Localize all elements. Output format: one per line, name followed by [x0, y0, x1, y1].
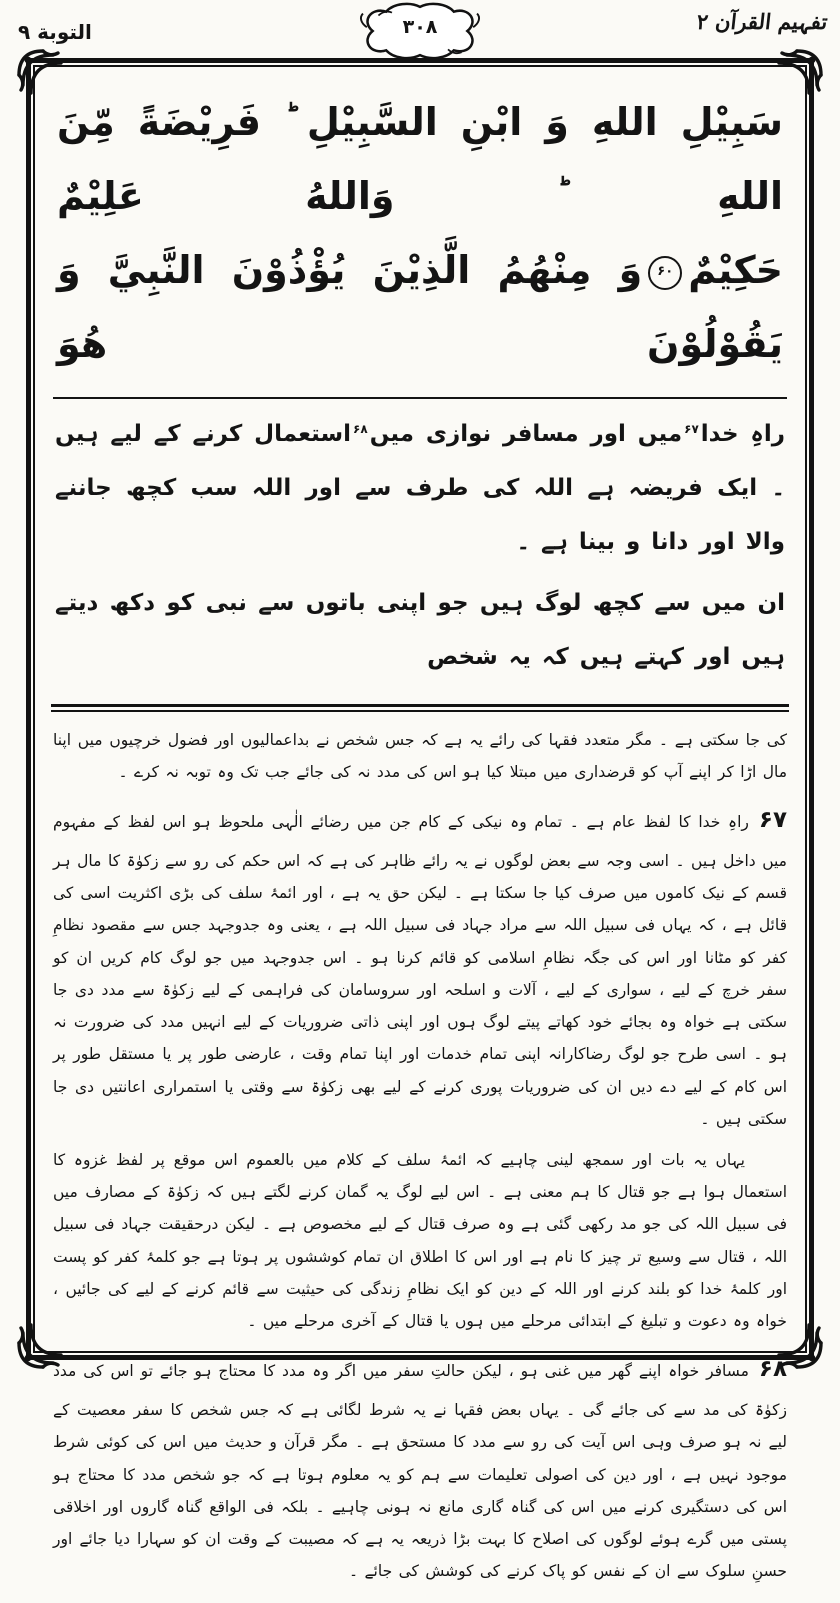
footnote-ref-68: ۶۸: [353, 421, 368, 436]
quran-line-2: [57, 233, 783, 381]
commentary-continuation-paragraph: کی جا سکتی ہے ۔ مگر متعدد فقہا کی رائے یہ ہے کہ جس شخص نے بداعمالیوں اور فضول خرچیوں میں اپنا مال اڑا کر اپنے آپ کو قرضداری میں مبتلا کیا ہو اس کی مدد نہ کی جائے جب تک وہ توبہ نہ کرے ۔: [53, 730, 787, 781]
corner-flourish-icon: [773, 47, 825, 99]
page-border-frame: [26, 58, 814, 1581]
translation-commentary-divider: [51, 704, 789, 712]
translation-text: استعمال کرنے کے لیے ہیں ۔ ایک فریضہ ہے اللہ کی طرف سے اور اللہ سب کچھ جاننے والا اور دانا و بینا ہے ۔: [55, 421, 785, 556]
quran-text-block: [51, 71, 789, 387]
book-title-header: تفہیم القرآن ۲: [693, 10, 828, 34]
footnote-68-paragraph: [53, 1346, 787, 1587]
footnote-ref-67: ۶۷: [684, 421, 699, 436]
footnote-67-text: راہِ خدا کا لفظ عام ہے ۔ تمام وہ نیکی کے کام جن میں رضائے الٰہی ملحوظ ہو اس لفظ کے مفہوم میں داخل ہیں ۔ اسی وجہ سے بعض لوگوں نے یہ رائے ظاہر کی ہے کہ اس حکم کی رو سے زکوٰۃ کا مال ہر قسم کے نیک کاموں میں صرف کیا جا سکتا ہے ۔ لیکن حق یہ ہے ، اور ائمۂ سلف کی بڑی اکثریت اسی کی قائل ہے ، کہ یہاں فی سبیل اللہ سے مراد جہاد فی سبیل اللہ ہے ، یعنی وہ جدوجہد جس سے مقصود نظامِ کفر کو مٹانا اور اس کی جگہ نظامِ اسلامی کو قائم کرنا ہو ۔ اس جدوجہد میں جو لوگ کام کریں ان کو سفر خرچ کے لیے ، سواری کے لیے ، آلات و اسلحہ اور سروسامان کی فراہمی کے لیے زکوٰۃ سے مدد دی جا سکتی ہے خواہ وہ بجائے خود کھاتے پیتے لوگ ہوں اور اپنی ذاتی ضروریات کے لیے انہیں مدد کی ضرورت نہ ہو ۔ اسی طرح جو لوگ رضاکارانہ اپنی تمام خدمات اور اپنا تمام وقت ، عارضی طور پر یا مستقل طور پر اس کام کے لیے دے دیں ان کی ضروریات پوری کرنے کے لیے بھی زکوٰۃ سے وقتی یا استمراری اعانتیں دی جا سکتی ہیں ۔: [53, 813, 787, 1128]
translation-paragraph-1: [55, 407, 785, 569]
quran-line-1-text: سَبِيْلِ اللهِ وَ ابْنِ السَّبِيْلِ ؕ فَرِيْضَةً مِّنَ اللهِ ؕ وَاللهُ عَلِيْمٌ: [57, 100, 783, 219]
footnote-67-paragraph-1: [53, 797, 787, 1135]
translation-text: میں اور مسافر نوازی میں: [369, 421, 683, 448]
quran-line-2-rest: وَ مِنْهُمُ الَّذِيْنَ يُؤْذُوْنَ النَّبِيَّ وَ يَقُوْلُوْنَ هُوَ: [57, 248, 783, 367]
commentary-block: [51, 722, 789, 1603]
page-number-medallion: [356, 2, 484, 60]
translation-block: [51, 405, 789, 691]
quran-translation-divider: [53, 397, 787, 399]
frame-inner-panel: [33, 65, 807, 1581]
translation-text: راہِ خدا: [700, 421, 785, 448]
corner-flourish-icon: [15, 1319, 67, 1371]
corner-flourish-icon: [15, 47, 67, 99]
corner-flourish-icon: [773, 1319, 825, 1371]
footnote-68-text: مسافر خواہ اپنے گھر میں غنی ہو ، لیکن حالتِ سفر میں اگر وہ مدد کا محتاج ہو جائے تو اس کی مدد زکوٰۃ کی مد سے کی جائے گی ۔ یہاں بعض فقہا نے یہ شرط لگائی ہے کہ جس شخص کا سفر معصیت کے لیے نہ ہو صرف وہی اس آیت کی رو سے مدد کا مستحق ہے ۔ مگر قرآن و حدیث میں اس کی کوئی شرط موجود نہیں ہے ، اور دین کی اصولی تعلیمات سے ہم کو یہ معلوم ہوتا ہے کہ جو شخص مدد کا محتاج ہو اس کی دستگیری کرنے میں اس کی گناہ گاری مانع نہ ہونی چاہیے ۔ بلکہ فی الواقع گناہ گاروں اور اخلاقی پستی میں گرے ہوئے لوگوں کی اصلاح کا بہت بڑا ذریعہ یہ ہے کہ مصیبت کے وقت ان کو سہارا دیا جائے اور حسنِ سلوک سے ان کے نفس کو پاک کرنے کی کوشش کی جائے ۔: [53, 1362, 787, 1581]
translation-paragraph-2: ان میں سے کچھ لوگ ہیں جو اپنی باتوں سے نبی کو دکھ دیتے ہیں اور کہتے ہیں کہ یہ شخص: [55, 589, 785, 670]
quran-line-1: [57, 85, 783, 233]
ayah-number-badge: [648, 256, 682, 290]
page-number: ۳۰۸: [402, 16, 438, 38]
surah-name-header: التوبة ۹: [18, 20, 92, 44]
ayah-number: ۶۰: [657, 263, 674, 279]
footnote-68-marker: ۶۸: [758, 1356, 787, 1383]
running-header: [0, 0, 840, 58]
footnote-67-marker: ۶۷: [758, 807, 787, 834]
quran-line-2-start: حَكِيْمٌ: [688, 248, 783, 293]
footnote-67-paragraph-2: یہاں یہ بات اور سمجھ لینی چاہیے کہ ائمۂ سلف کے کلام میں بالعموم اس موقع پر لفظ غزوہ کا استعمال ہوا ہے جو قتال کا ہم معنی ہے ۔ اس لیے لوگ یہ گمان کرنے لگتے ہیں کہ زکوٰۃ کے مصارف میں فی سبیل اللہ کی جو مد رکھی گئی ہے وہ صرف قتال کے لیے مخصوص ہے ۔ لیکن درحقیقت جہاد فی سبیل اللہ ، قتال سے وسیع تر چیز کا نام ہے اور اس کا اطلاق ان تمام کوششوں پر ہوتا ہے جو کلمۂ کفر کو پست اور کلمۂ خدا کو بلند کرنے اور اللہ کے دین کو ایک نظامِ زندگی کی حیثیت سے قائم کرنے کے لیے کی جائیں ، خواہ وہ دعوت و تبلیغ کے ابتدائی مرحلے میں ہوں یا قتال کے آخری مرحلے میں ۔: [53, 1151, 787, 1331]
